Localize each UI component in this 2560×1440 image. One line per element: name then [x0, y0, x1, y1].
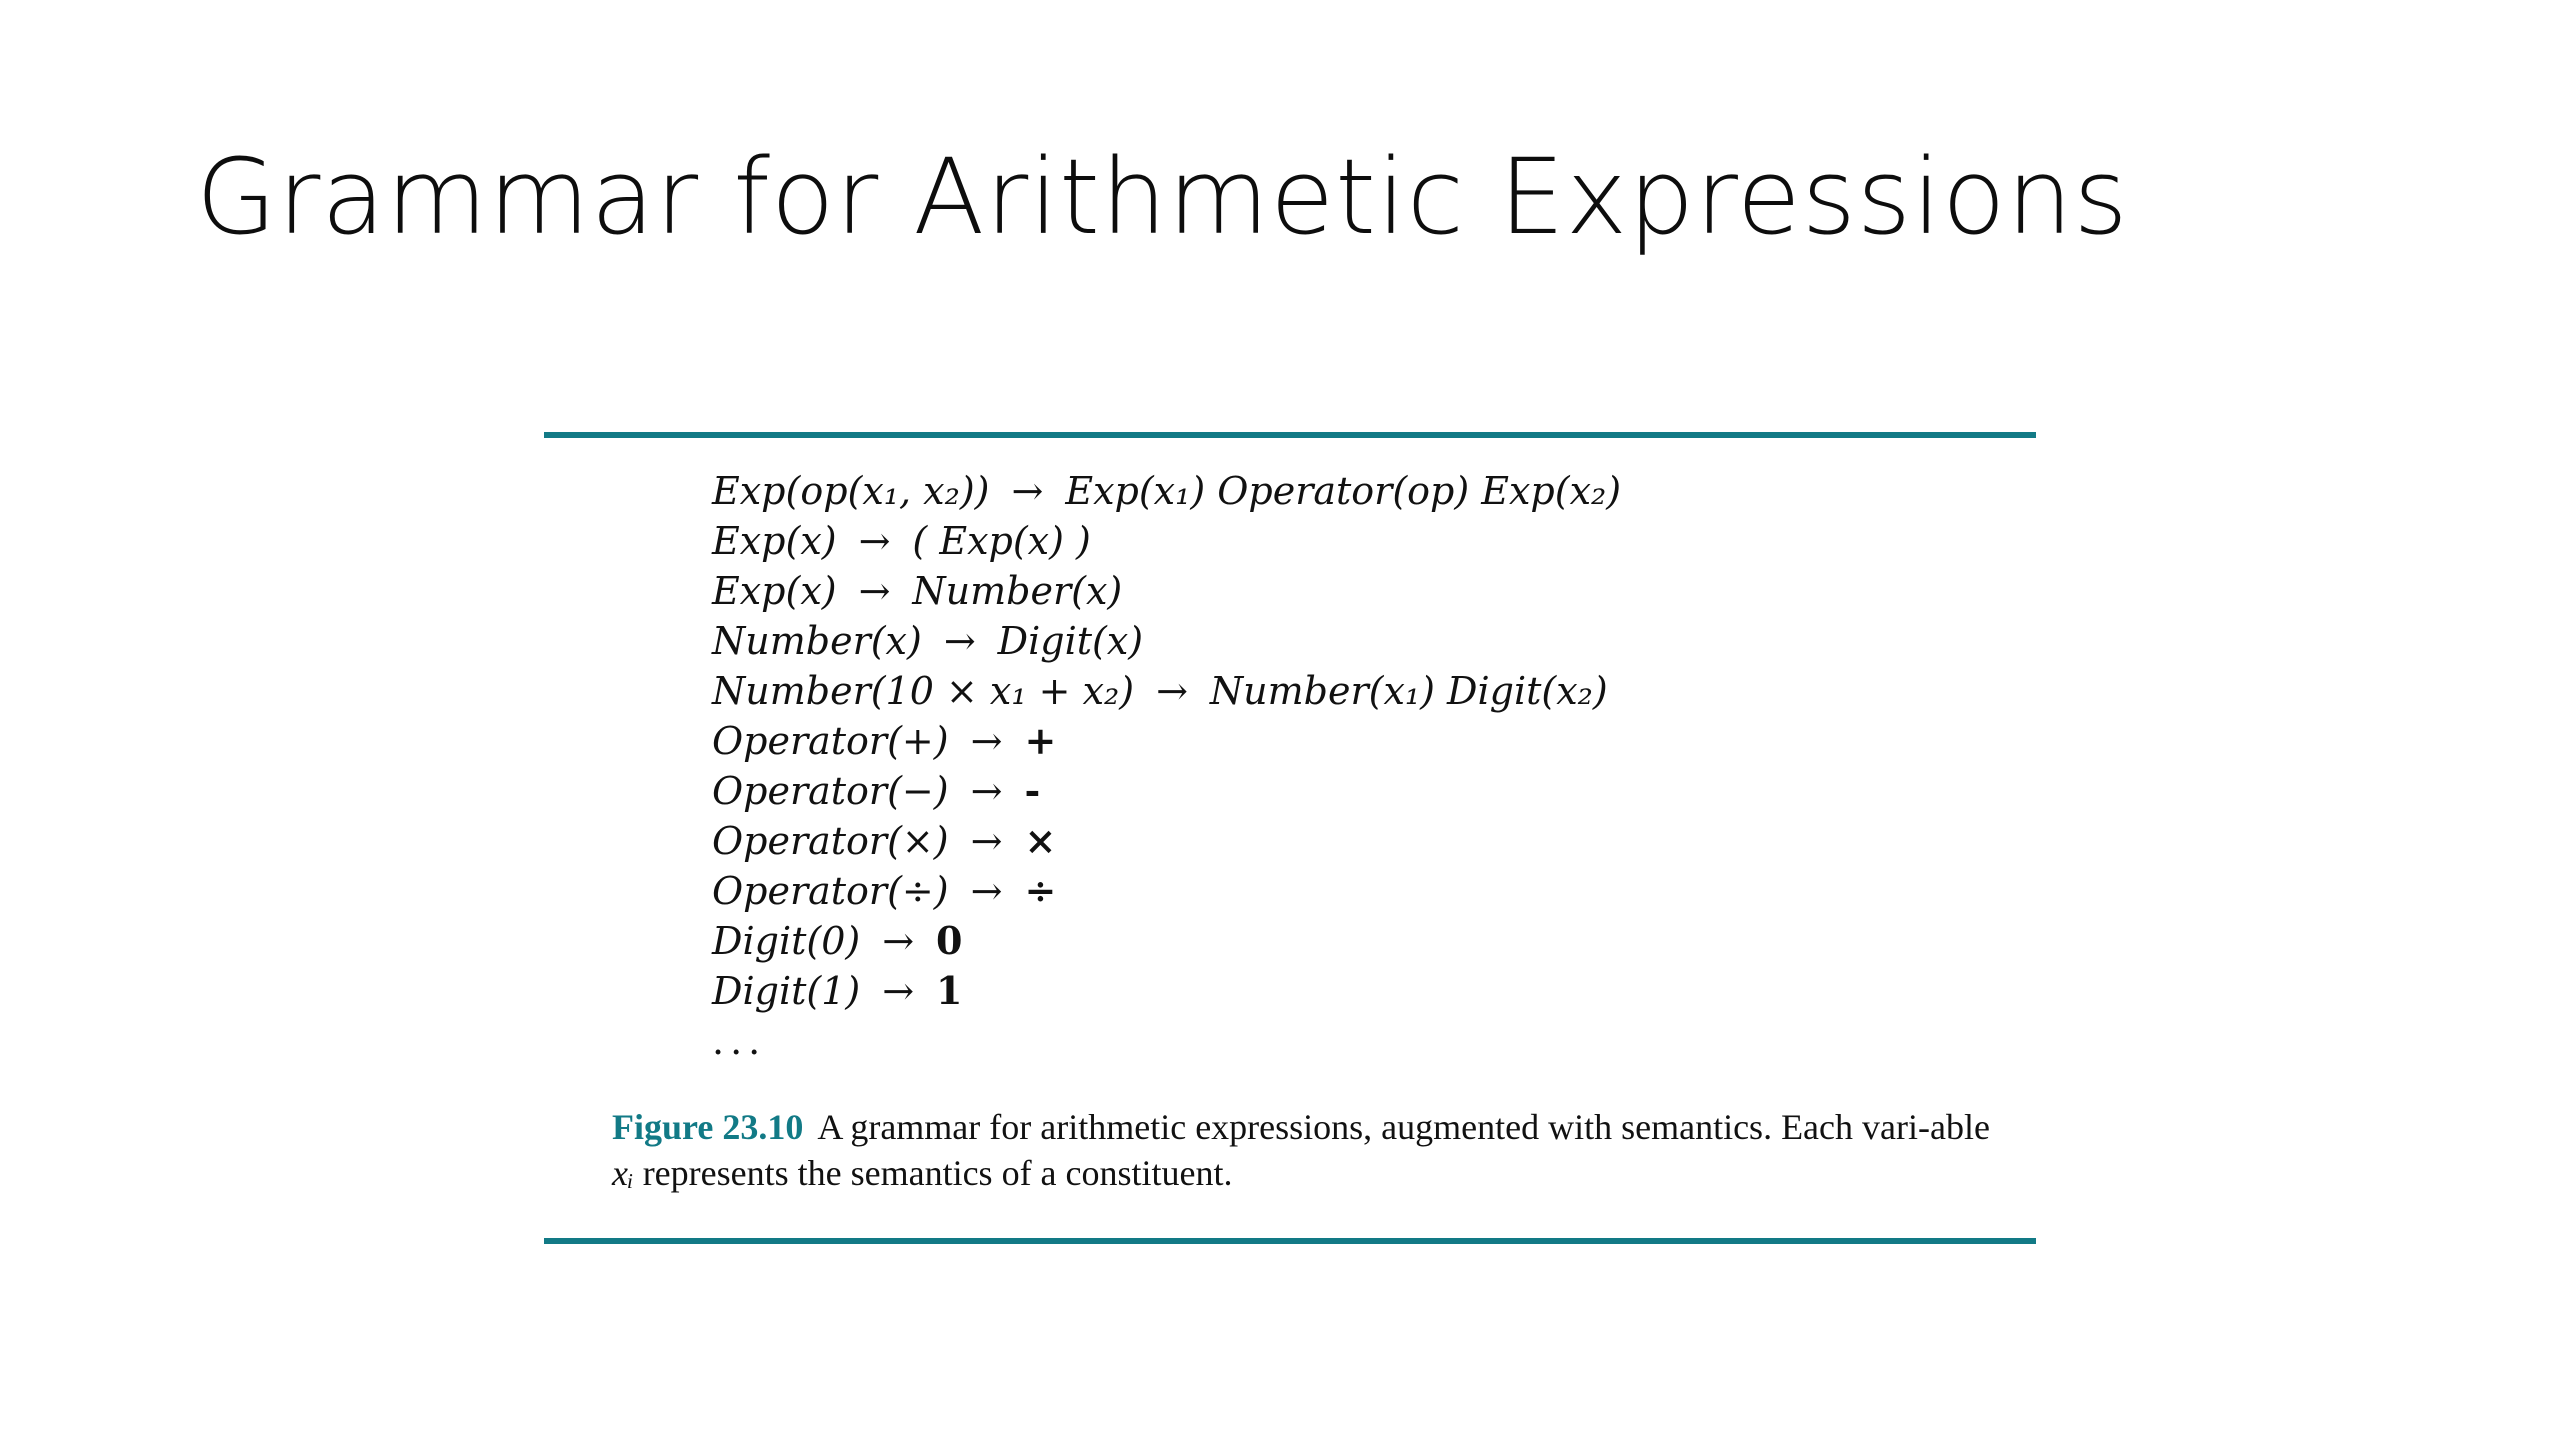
grammar-rule	[712, 516, 1621, 566]
grammar-rule	[712, 616, 1621, 666]
grammar-rule-rhs: +	[1024, 718, 1057, 763]
grammar-rule-rhs: Digit(x)	[997, 619, 1144, 663]
arrow-icon: →	[1156, 669, 1188, 713]
grammar-rule-rhs: Number(x)	[912, 569, 1123, 613]
grammar-rule-rhs: Exp(x₁) Operator(op) Exp(x₂)	[1065, 469, 1622, 513]
figure-caption-text-before: A grammar for arithmetic expressions, augmented with semantics. Each vari-able	[817, 1107, 1990, 1147]
arrow-icon: →	[970, 769, 1003, 813]
figure-caption-text-after: represents the semantics of a constituent.	[633, 1153, 1233, 1193]
grammar-rule-rhs: ×	[1024, 818, 1057, 863]
grammar-rule-rhs: Number(x₁) Digit(x₂)	[1209, 669, 1608, 713]
grammar-rule-rhs: ÷	[1024, 868, 1057, 913]
grammar-rules-list	[712, 466, 1621, 1066]
grammar-rule-lhs: Digit(1)	[712, 969, 861, 1013]
slide-title: Grammar for Arithmetic Expressions	[196, 136, 2129, 258]
figure-caption	[612, 1104, 2012, 1196]
grammar-rule-lhs: Number(x)	[712, 619, 922, 663]
grammar-rule-lhs: Exp(x)	[712, 569, 837, 613]
arrow-icon: →	[970, 819, 1003, 863]
grammar-rule	[712, 566, 1621, 616]
grammar-rule-lhs: Digit(0)	[712, 919, 861, 963]
arrow-icon: →	[1011, 469, 1044, 513]
grammar-figure	[544, 432, 2036, 1252]
figure-caption-label: Figure 23.10	[612, 1107, 804, 1147]
arrow-icon: →	[970, 719, 1003, 763]
arrow-icon: →	[858, 519, 891, 563]
arrow-icon: →	[882, 969, 915, 1013]
grammar-rule-lhs: Operator(+)	[712, 719, 949, 763]
grammar-ellipsis: ...	[712, 1019, 767, 1063]
figure-bottom-rule	[544, 1238, 2036, 1244]
grammar-rule-lhs: Operator(×)	[712, 819, 949, 863]
grammar-rule-lhs: Operator(−)	[712, 769, 949, 813]
grammar-rule	[712, 866, 1621, 916]
grammar-rule	[712, 466, 1621, 516]
grammar-rule	[712, 916, 1621, 966]
grammar-rule-rhs: ( Exp(x) )	[912, 519, 1091, 563]
grammar-rule	[712, 816, 1621, 866]
grammar-rule	[712, 966, 1621, 1016]
grammar-rule-rhs: -	[1024, 768, 1041, 813]
arrow-icon: →	[858, 569, 891, 613]
grammar-rule-lhs: Exp(op(x₁, x₂))	[712, 469, 990, 513]
figure-caption-variable: xᵢ	[612, 1153, 634, 1193]
grammar-rule-lhs: Exp(x)	[712, 519, 837, 563]
grammar-rule-lhs: Operator(÷)	[712, 869, 949, 913]
arrow-icon: →	[970, 869, 1003, 913]
arrow-icon: →	[943, 619, 976, 663]
grammar-rule	[712, 666, 1621, 716]
grammar-ellipsis-line	[712, 1016, 1621, 1066]
grammar-rule-rhs: 1	[936, 968, 963, 1013]
grammar-rule-lhs: Number(10 × x₁ + x₂)	[712, 669, 1135, 713]
grammar-rule	[712, 716, 1621, 766]
arrow-icon: →	[882, 919, 915, 963]
grammar-rule-rhs: 0	[936, 918, 963, 963]
figure-top-rule	[544, 432, 2036, 438]
grammar-rule	[712, 766, 1621, 816]
